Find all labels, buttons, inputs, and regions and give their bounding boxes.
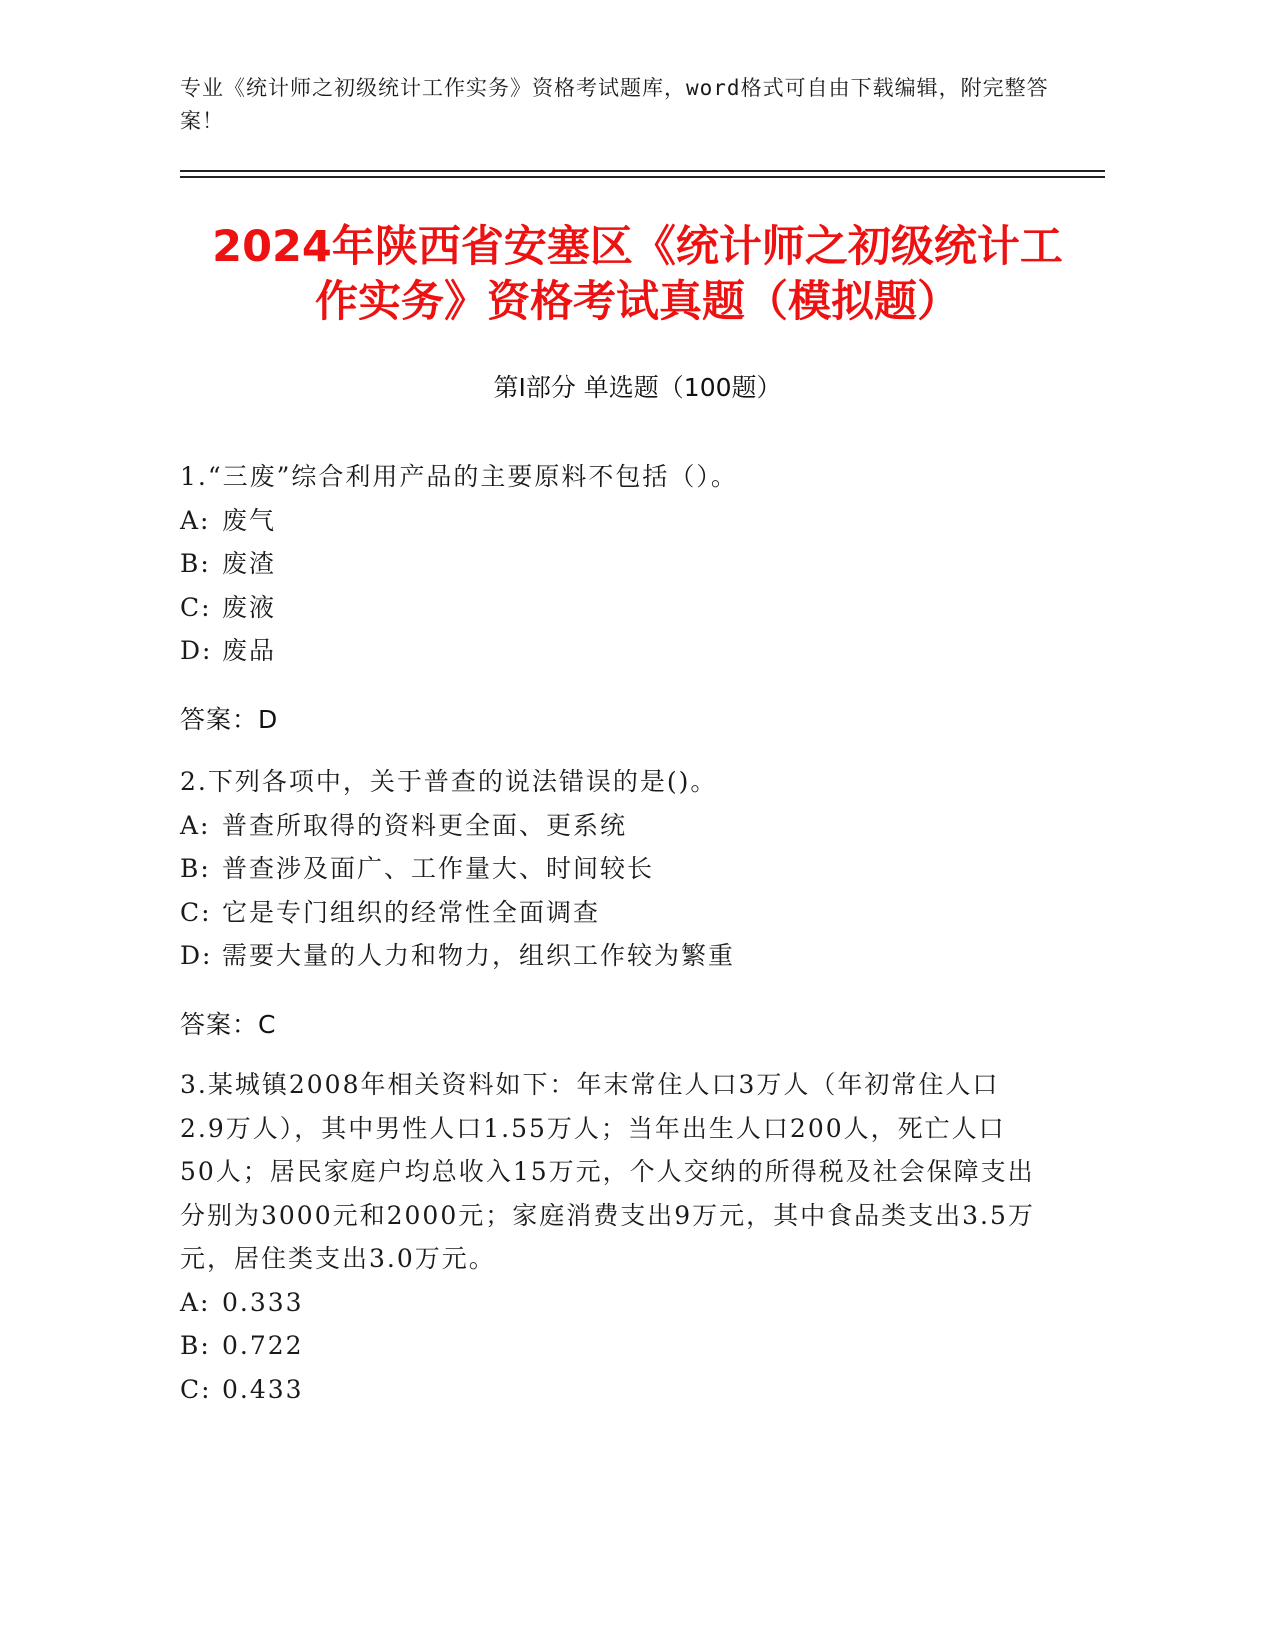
question-stem: 2.下列各项中，关于普查的说法错误的是()。 [180, 767, 718, 796]
option-c [180, 891, 1040, 935]
document-title [150, 220, 1125, 330]
option-text: 废气 [222, 505, 277, 535]
answer-line: 答案：C [180, 1009, 277, 1039]
option-b [180, 1324, 1040, 1368]
option-text: 普查所取得的资料更全面、更系统 [222, 810, 628, 840]
option-key: C: [180, 1374, 212, 1404]
option-a [180, 1281, 1040, 1325]
option-key: A: [180, 1287, 211, 1317]
option-text: 废渣 [222, 549, 277, 578]
option-a [180, 499, 1040, 543]
option-key: D: [180, 941, 213, 970]
option-text: 普查涉及面广、工作量大、时间较长 [222, 854, 655, 883]
option-a [180, 804, 1040, 848]
question-stem: 3.某城镇2008年相关资料如下：年末常住人口3万人（年初常住人口2.9万人），其中男性人口1.55万人；当年出生人口200人，死亡人口50人；居民家庭户均总收入15万元，个人交纳的所得税及社会保障支出分别为3000元和2000元；家庭消费支出9万元，其中食品类支出3.5万元，居住类支出3.0万元。 [180, 1070, 1035, 1273]
divider-top [180, 170, 1105, 172]
option-c [180, 586, 1040, 630]
option-text: 废液 [222, 592, 277, 622]
header-note: 专业《统计师之初级统计工作实务》资格考试题库，word格式可自由下载编辑，附完整答案！ [180, 76, 1049, 133]
option-text: 废品 [222, 636, 277, 665]
option-key: C: [180, 592, 212, 622]
option-d [180, 629, 1040, 673]
option-text: 需要大量的人力和物力，组织工作较为繁重 [222, 941, 736, 970]
question-3 [180, 1063, 1040, 1411]
option-key: A: [180, 810, 211, 840]
question-2 [180, 760, 1040, 1071]
option-b [180, 847, 1040, 891]
option-text: 0.333 [222, 1287, 304, 1317]
option-text: 0.722 [222, 1331, 304, 1360]
option-d [180, 934, 1040, 978]
option-text: 0.433 [222, 1374, 304, 1404]
divider-bottom [180, 176, 1105, 178]
option-key: C: [180, 897, 212, 927]
section-heading: 第Ⅰ部分 单选题（100题） [493, 373, 782, 402]
question-1 [180, 455, 1040, 766]
option-key: B: [180, 1331, 211, 1360]
title-line-1: 2024年陕西省安塞区《统计师之初级统计工 [212, 222, 1063, 272]
option-b [180, 542, 1040, 586]
option-text: 它是专门组织的经常性全面调查 [222, 897, 601, 927]
option-key: B: [180, 549, 211, 578]
answer-line: 答案：D [180, 704, 279, 734]
question-stem: 1.“三废”综合利用产品的主要原料不包括（）。 [180, 462, 738, 491]
option-key: D: [180, 636, 213, 665]
title-line-2: 作实务》资格考试真题（模拟题） [315, 277, 960, 327]
option-c [180, 1368, 1040, 1412]
option-key: B: [180, 854, 211, 883]
option-key: A: [180, 505, 211, 535]
